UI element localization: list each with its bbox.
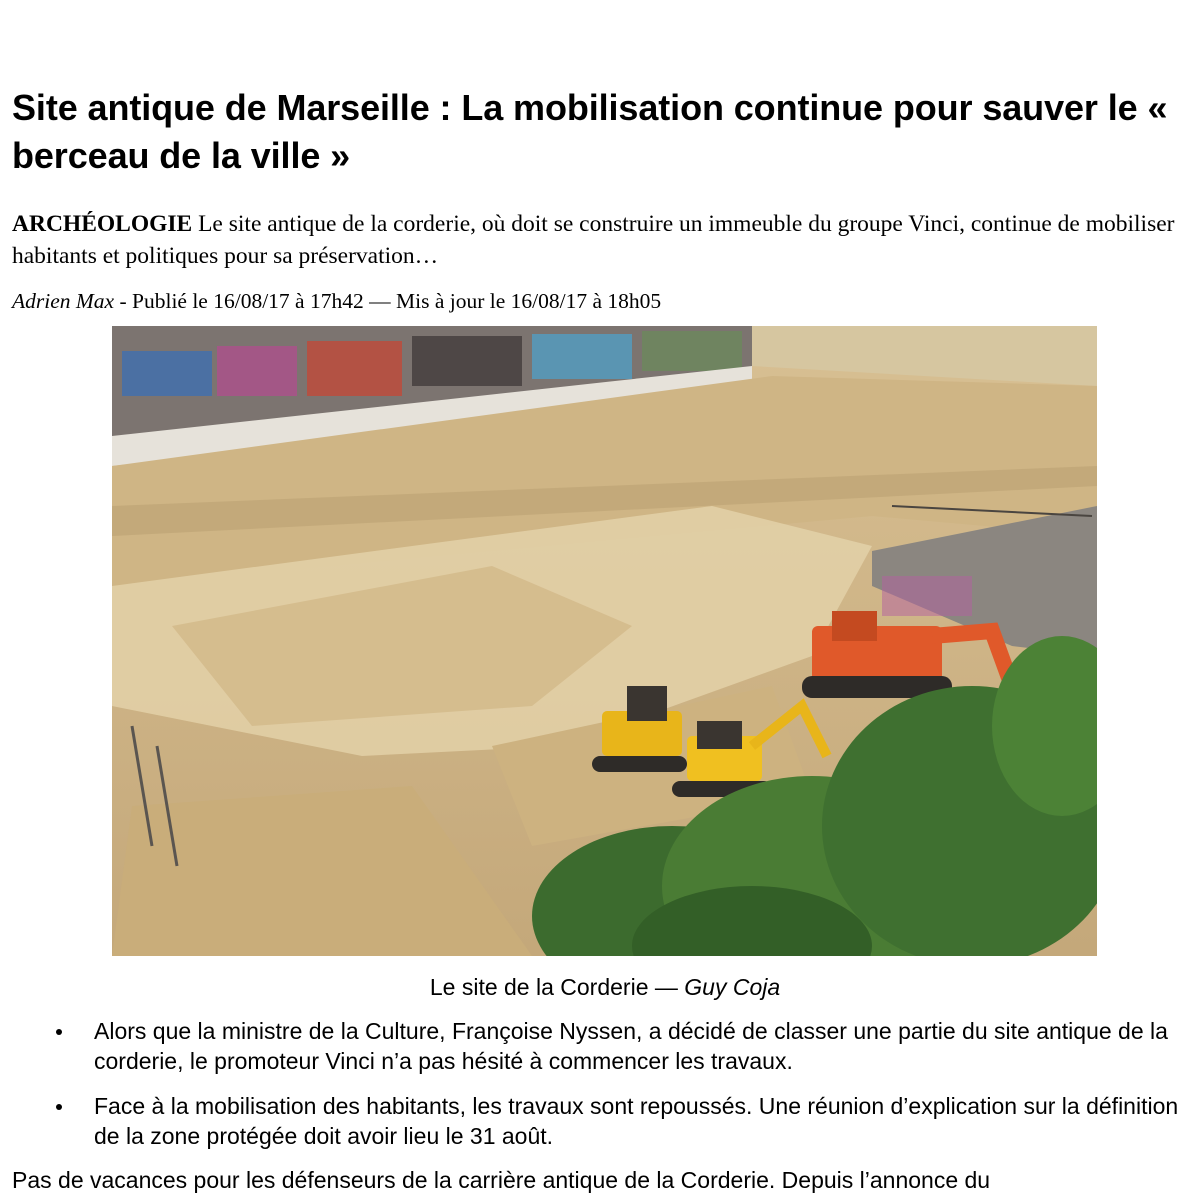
article-title: Site antique de Marseille : La mobilisation continue pour sauver le « berceau de la ville » (12, 87, 1168, 176)
published-label: Publié le (132, 289, 208, 313)
caption-text: Le site de la Corderie (429, 974, 649, 1000)
bullet-text: Alors que la ministre de la Culture, Françoise Nyssen, a décidé de classer une partie du site antique de la corderie, le promoteur Vinci n’a pas hésité à commencer les travaux. (94, 1018, 1168, 1074)
published-date: 16/08/17 à 17h42 (213, 289, 364, 313)
photo-credit: Guy Coja (684, 974, 781, 1000)
byline-dash: — (369, 289, 396, 313)
photo-caption (0, 972, 1200, 1002)
author-name[interactable]: Adrien Max (12, 289, 115, 313)
updated-date: 16/08/17 à 18h05 (510, 289, 662, 313)
updated-label: Mis à jour le (395, 289, 506, 313)
bullet-icon (56, 1104, 62, 1110)
bullet-icon (56, 1029, 62, 1035)
byline-sep: - (119, 289, 133, 313)
photo-illustration (112, 326, 1097, 956)
bullet-text: Face à la mobilisation des habitants, les travaux sont repoussés. Une réunion d’explication sur la définition de la zone protégée doit avoir lieu le 31 août. (94, 1093, 1179, 1149)
summary-bullets (0, 1016, 1200, 1166)
list-item (0, 1016, 1200, 1076)
article-lead (12, 208, 1192, 272)
caption-sep: — (654, 974, 685, 1000)
article-photo (112, 326, 1097, 956)
list-item (0, 1091, 1200, 1151)
rubric-label: ARCHÉOLOGIE (12, 211, 193, 237)
body-paragraph: Pas de vacances pour les défenseurs de la carrière antique de la Corderie. Depuis l’annonce du (12, 1167, 991, 1193)
lead-text: Le site antique de la corderie, où doit se construire un immeuble du groupe Vinci, continue de mobiliser habitants et politiques pour sa préservation… (12, 211, 1175, 269)
byline (12, 287, 1192, 315)
